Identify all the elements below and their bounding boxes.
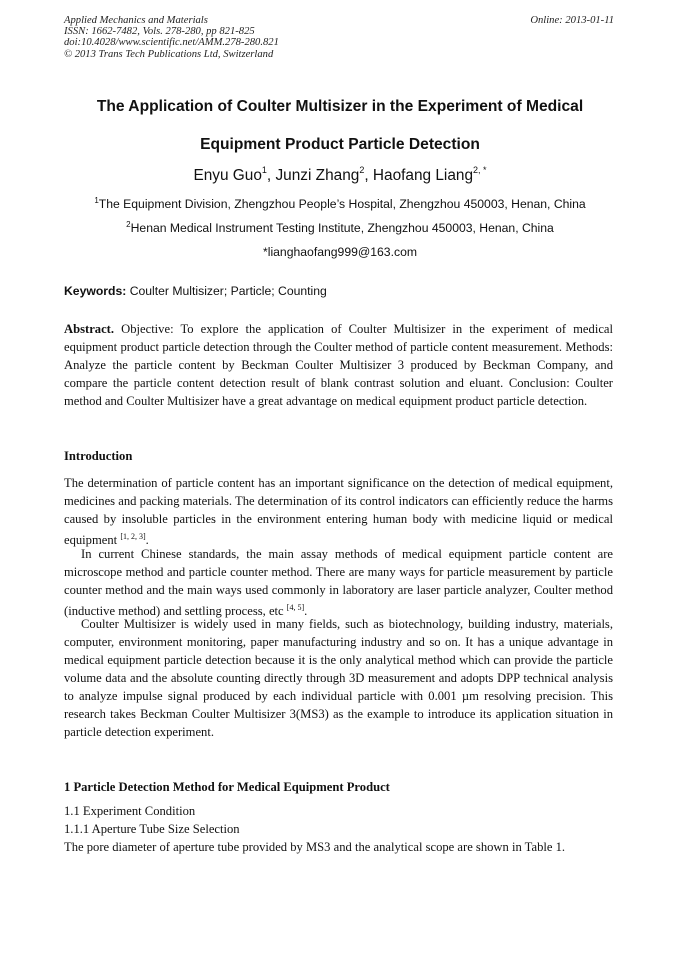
keywords-label: Keywords:: [64, 284, 127, 298]
author-affiliation-mark: 1: [261, 165, 267, 175]
online-date: Online: 2013-01-11: [530, 15, 614, 26]
author-affiliation-mark: 2: [359, 165, 365, 175]
affiliation-1: [40, 196, 640, 211]
keywords: [64, 284, 624, 298]
title-line-1: The Application of Coulter Multisizer in the Experiment of Medical: [96, 98, 584, 115]
affiliation-2: [40, 220, 640, 235]
author-affiliation-mark: 2, *: [473, 165, 487, 175]
introduction-heading: Introduction: [64, 449, 133, 463]
paragraph-text: In current Chinese standards, the main assay methods of medical equipment particle content are microscope method and particle counter method. There are many ways for particle measurement by particle counter method and the main ways used commonly in laboratory are laser particle analyzer, Coulter method (inductive method) and settling process, etc: [64, 547, 613, 618]
keywords-text: Coulter Multisizer; Particle; Counting: [126, 284, 327, 298]
affiliation-mark: 1: [94, 196, 99, 205]
journal-issn: ISSN: 1662-7482, Vols. 278-280, pp 821-825: [64, 26, 255, 38]
author-separator: ,: [266, 167, 276, 184]
author-name: Enyu Guo: [193, 167, 262, 184]
author-list: [40, 165, 640, 185]
journal-header: [64, 15, 614, 60]
affiliation-mark: 2: [126, 220, 131, 229]
subsection-1-1-heading: 1.1 Experiment Condition: [64, 804, 196, 818]
abstract-label: Abstract.: [64, 322, 115, 336]
author-name: Haofang Liang: [372, 167, 474, 184]
abstract-text: Objective: To explore the application of Coulter Multisizer in the experiment of medical equipment product particle detection through the Coulter method of particle content measurement. Methods: Analyze the particle content by Beckman Coulter Multisizer 3 produced by Beckman Company, and compare the particle content detection result of blank contrast solution and eluant. Conclusion: Coulter method and Coulter Multisizer have a great advantage on medical equipment product particle detection.: [64, 322, 613, 408]
subsection-1-1-1-heading: 1.1.1 Aperture Tube Size Selection: [64, 822, 240, 836]
title-line-2: Equipment Product Particle Detection: [200, 136, 480, 153]
citation-ref: [4, 5]: [286, 603, 305, 612]
introduction-paragraph-1: [64, 474, 613, 549]
paragraph-end: .: [304, 604, 308, 618]
paper-title: [40, 88, 640, 164]
section-1-paragraph: The pore diameter of aperture tube provided by MS3 and the analytical scope are shown in Table 1.: [64, 840, 566, 854]
introduction-paragraph-2: [64, 545, 613, 620]
affiliation-text: Henan Medical Instrument Testing Institute, Zhengzhou 450003, Henan, China: [130, 221, 554, 235]
paragraph-text: The determination of particle content has an important significance on the detection of medical equipment, medicines and packing materials. The determination of its control indicators can efficiently reduce the harms caused by insoluble particles in the environment entering human body with medicine liquid or medical equipment: [64, 476, 613, 547]
abstract: [64, 320, 613, 410]
paragraph-end: .: [145, 533, 149, 547]
journal-name: Applied Mechanics and Materials: [64, 15, 208, 26]
corresponding-email: *lianghaofang999@163.com: [263, 245, 417, 259]
author-name: Junzi Zhang: [275, 167, 360, 184]
introduction-paragraph-3: Coulter Multisizer is widely used in many fields, such as biotechnology, building industry, materials, computer, environment monitoring, paper manufacturing industry and so on. It has a unique advantage in medical equipment particle detection because it is the only analytical method which can provide the particle volume data and the absolute counting directly through 3D measurement and adopts DPP technical analysis to analyze impulse signal produced by each individual particle with 0.001 µm resolving precision. This research takes Beckman Coulter Multisizer 3(MS3) as the example to introduce its application situation in particle detection experiment.: [64, 617, 613, 739]
journal-doi: doi:10.4028/www.scientific.net/AMM.278-280.821: [64, 37, 279, 49]
journal-copyright: © 2013 Trans Tech Publications Ltd, Switzerland: [64, 48, 274, 60]
author-separator: ,: [364, 167, 373, 184]
section-1-heading: 1 Particle Detection Method for Medical Equipment Product: [64, 780, 390, 794]
affiliation-text: The Equipment Division, Zhengzhou People’s Hospital, Zhengzhou 450003, Henan, China: [98, 197, 586, 211]
citation-ref: [1, 2, 3]: [120, 532, 146, 541]
